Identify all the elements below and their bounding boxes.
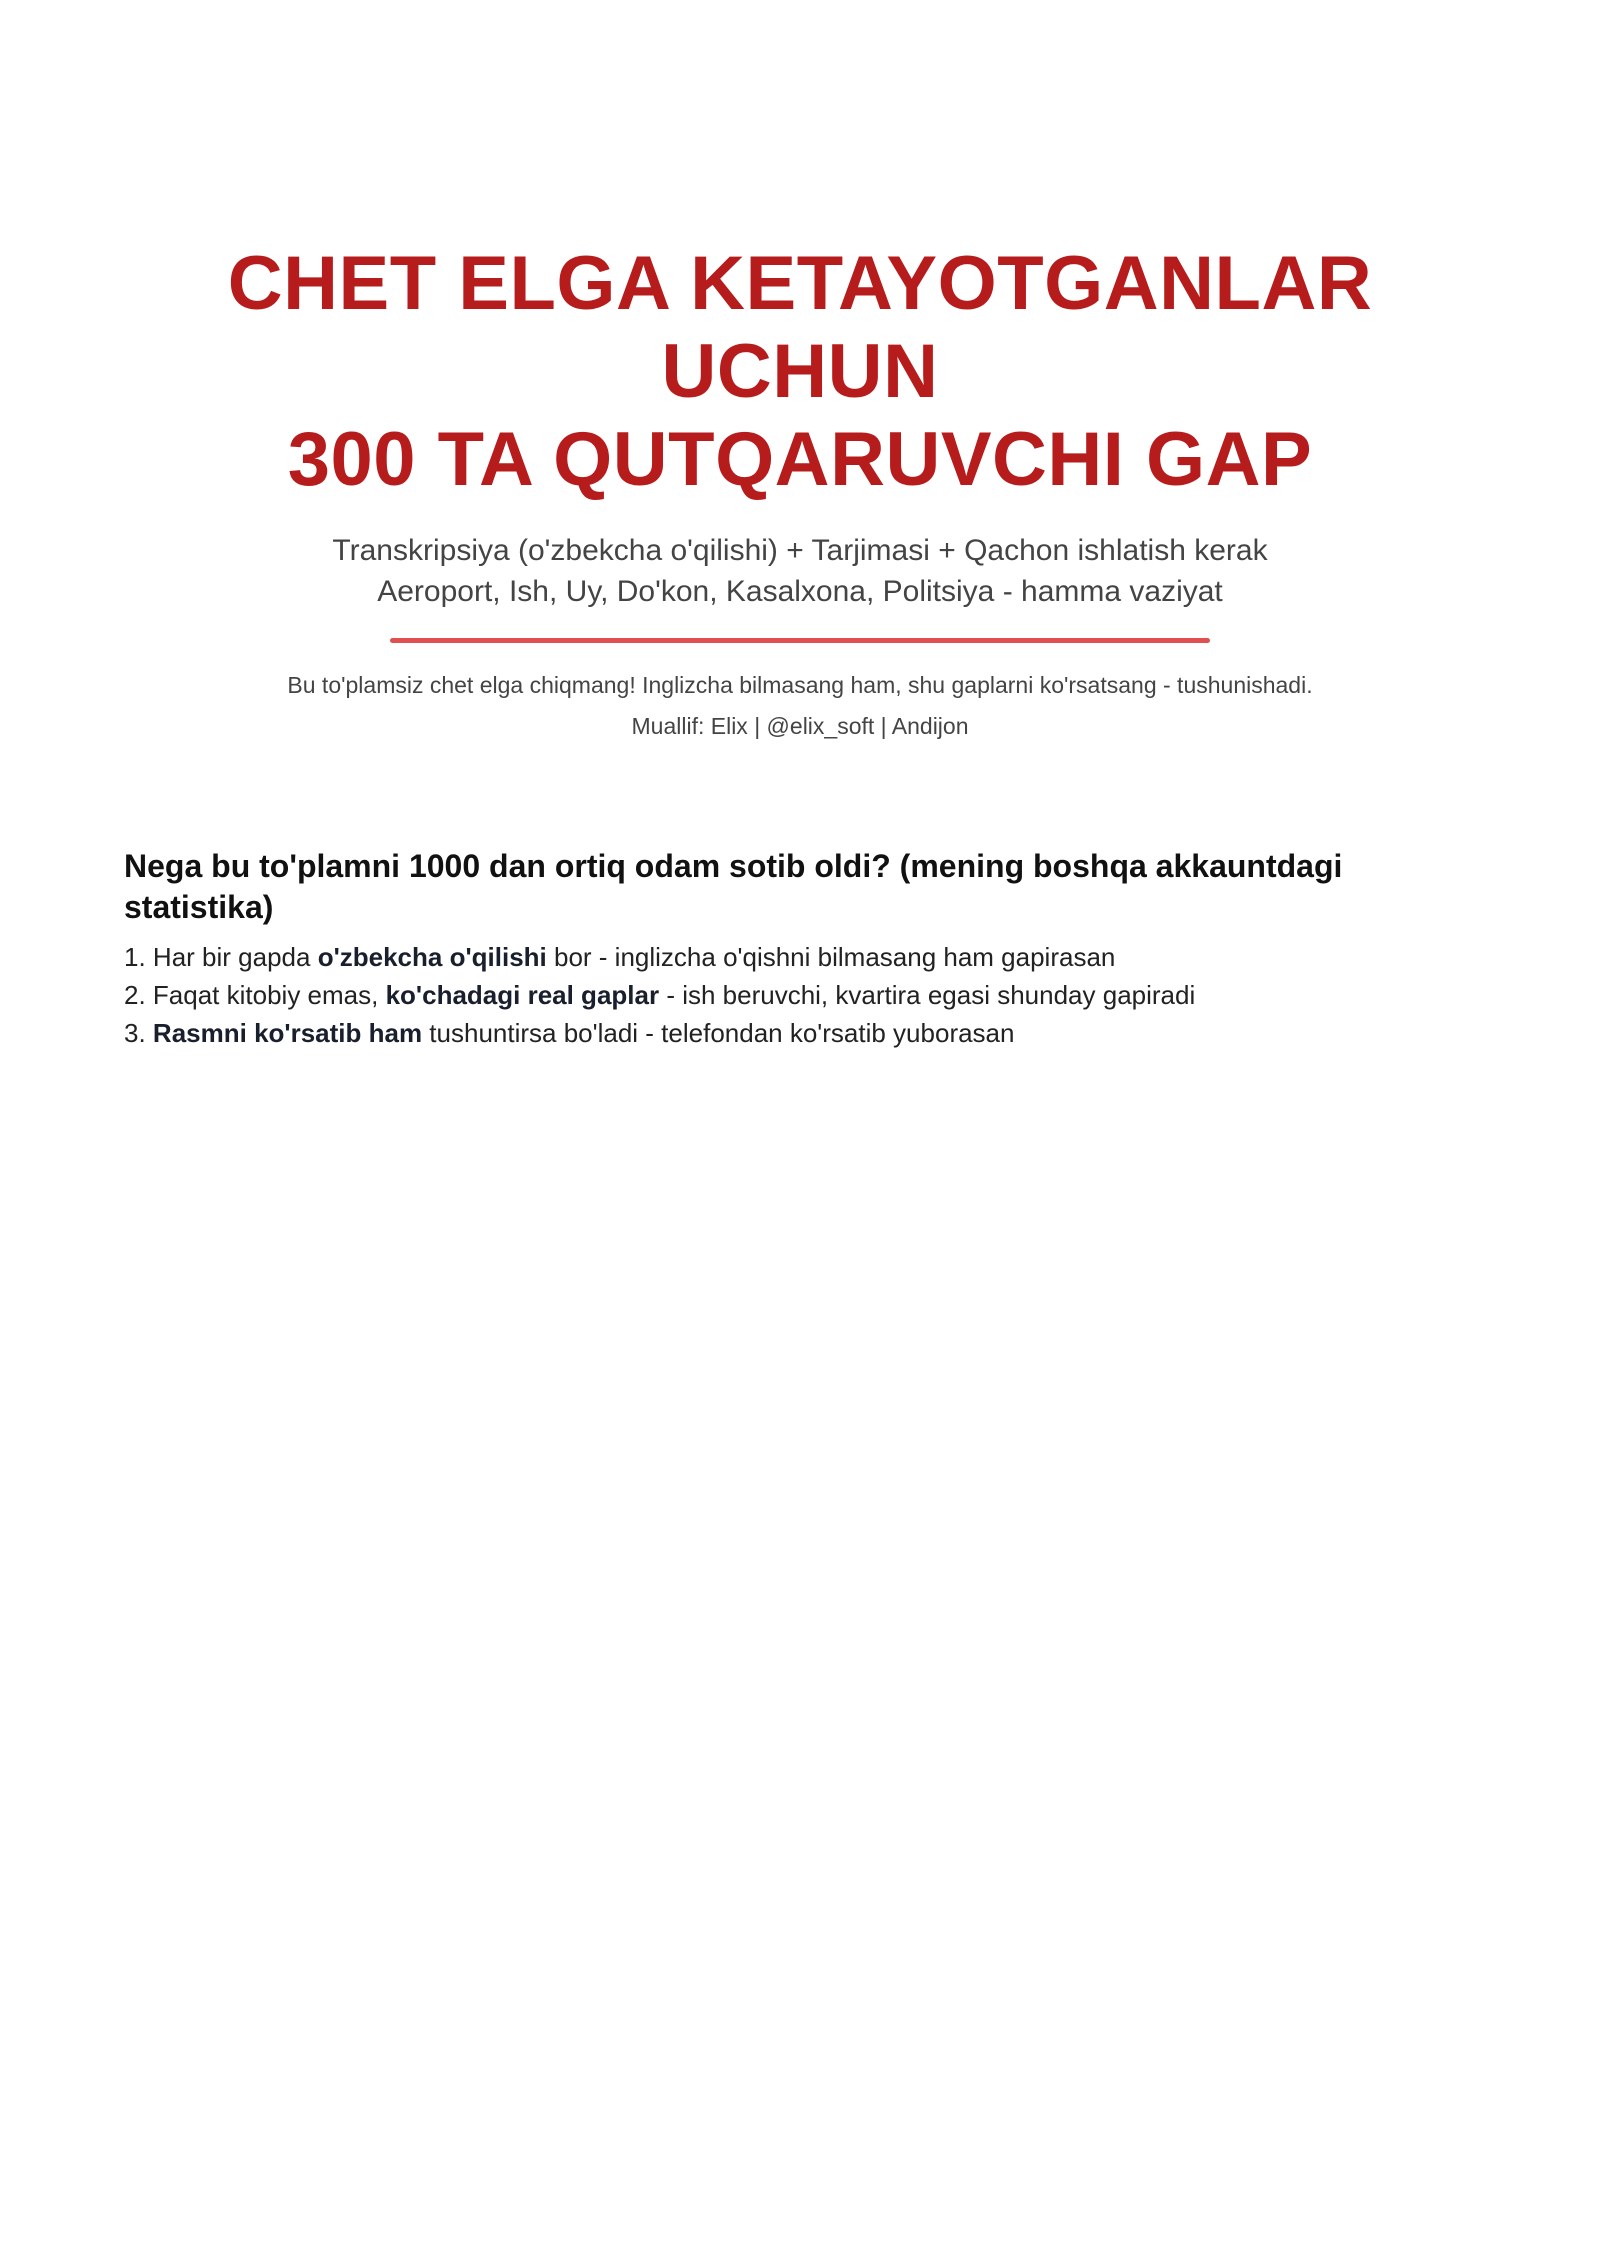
item-text: Har bir gapda xyxy=(152,942,318,972)
item-emphasis: o'zbekcha o'qilishi xyxy=(317,942,547,972)
section-title: Nega bu to'plamni 1000 dan ortiq odam sotib oldi? (mening boshqa akkauntdagi statistika) xyxy=(124,848,1343,925)
item-emphasis: Rasmni ko'rsatib ham xyxy=(152,1018,423,1048)
list-item xyxy=(124,976,1476,1014)
item-text: tushuntirsa bo'ladi - telefondan ko'rsatib yuborasan xyxy=(422,1018,1015,1048)
list-item xyxy=(124,1014,1476,1052)
title-line: UCHUN xyxy=(661,329,939,414)
document-title xyxy=(124,240,1476,504)
item-number: 1. xyxy=(124,942,153,972)
reasons-list xyxy=(124,938,1476,1052)
title-line: CHET ELGA KETAYOTGANLAR xyxy=(227,241,1373,326)
author-credit: Muallif: Elix | @elix_soft | Andijon xyxy=(631,713,969,739)
subtitle-line: Aeroport, Ish, Uy, Do'kon, Kasalxona, Politsiya - hamma vaziyat xyxy=(377,575,1223,608)
list-item xyxy=(124,938,1476,976)
intro-text: Bu to'plamsiz chet elga chiqmang! Inglizcha bilmasang ham, shu gaplarni ko'rsatsang - tushunishadi. xyxy=(287,672,1313,698)
reasons-section xyxy=(124,846,1476,1052)
header-divider xyxy=(390,638,1210,643)
subtitle-line: Transkripsiya (o'zbekcha o'qilishi) + Tarjimasi + Qachon ishlatish kerak xyxy=(332,534,1268,567)
intro-note xyxy=(124,665,1476,747)
item-number: 3. xyxy=(124,1018,153,1048)
item-text: bor - inglizcha o'qishni bilmasang ham gapirasan xyxy=(546,942,1116,972)
item-text: Faqat kitobiy emas, xyxy=(152,980,386,1010)
document-header xyxy=(124,240,1476,747)
document-subtitle xyxy=(124,530,1476,612)
title-line: 300 TA QUTQARUVCHI GAP xyxy=(287,417,1313,502)
item-number: 2. xyxy=(124,980,153,1010)
item-text: - ish beruvchi, kvartira egasi shunday gapiradi xyxy=(659,980,1196,1010)
item-emphasis: ko'chadagi real gaplar xyxy=(385,980,660,1010)
